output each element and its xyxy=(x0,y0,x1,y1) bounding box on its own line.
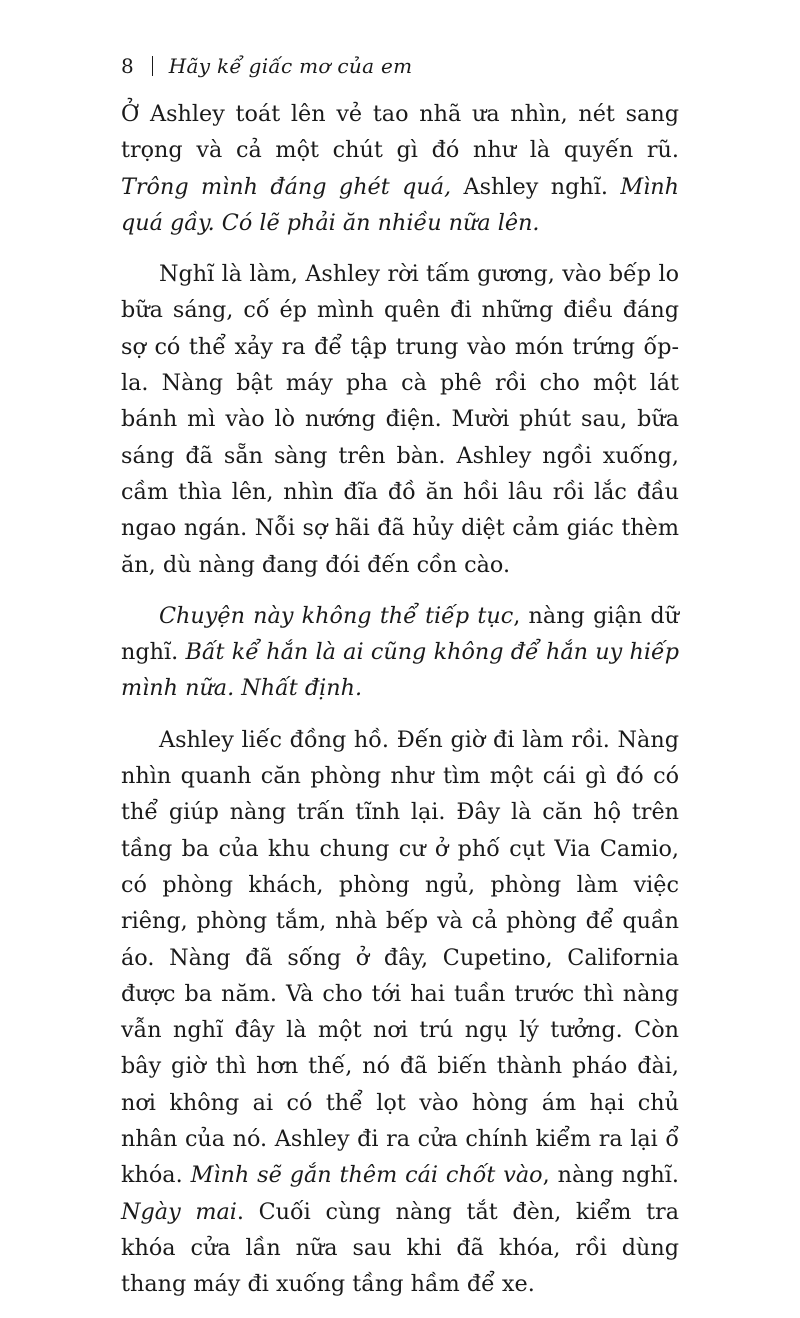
paragraph xyxy=(121,598,679,707)
header-separator xyxy=(152,56,153,76)
book-title: Hãy kể giấc mơ của em xyxy=(168,54,413,78)
text-segment: Ashley nghĩ. xyxy=(451,173,621,200)
text-segment: Nghĩ là làm, Ashley rời tấm gương, vào bếp lo bữa sáng, cố ép mình quên đi những điều đáng sợ có thể xảy ra để tập trung vào món trứng ốp-la. Nàng bật máy pha cà phê rồi cho một lát bánh mì vào lò nướng điện. Mười phút sau, bữa sáng đã sẵn sàng trên bàn. Ashley ngồi xuống, cầm thìa lên, nhìn đĩa đồ ăn hồi lâu rồi lắc đầu ngao ngán. Nỗi sợ hãi đã hủy diệt cảm giác thèm ăn, dù nàng đang đói đến cồn cào. xyxy=(121,261,679,578)
paragraph xyxy=(121,722,679,1303)
italic-text: Mình sẽ gắn thêm cái chốt vào xyxy=(190,1162,543,1189)
paragraph xyxy=(121,256,679,583)
text-segment: . Cuối cùng nàng tắt đèn, kiểm tra khóa cửa lần nữa sau khi đã khóa, rồi dùng thang máy đi xuống tầng hầm để xe. xyxy=(121,1198,679,1298)
body-text xyxy=(121,96,679,1318)
italic-text: Trông mình đáng ghét quá, xyxy=(121,173,452,200)
paragraph xyxy=(121,96,679,241)
italic-text: Chuyện này không thể tiếp tục xyxy=(159,602,514,629)
italic-text: Mình quá gầy. Có lẽ phải ăn nhiều nữa lên. xyxy=(121,173,679,236)
text-segment: , nàng giận dữ nghĩ. xyxy=(121,602,679,666)
italic-text: Bất kể hắn là ai cũng không để hắn uy hiếp mình nữa. Nhất định. xyxy=(121,639,679,702)
italic-text: Ngày mai xyxy=(121,1198,237,1225)
text-segment: , nàng nghĩ. xyxy=(542,1162,680,1189)
page-number: 8 xyxy=(121,54,134,78)
text-segment: Ashley liếc đồng hồ. Đến giờ đi làm rồi. Nàng nhìn quanh căn phòng như tìm một cái gì đó có thể giúp nàng trấn tĩnh lại. Đây là căn hộ trên tầng ba của khu chung cư ở phố cụt Via Camio, có phòng khách, phòng ngủ, phòng làm việc riêng, phòng tắm, nhà bếp và cả phòng để quần áo. Nàng đã sống ở đây, Cupetino, California được ba năm. Và cho tới hai tuần trước thì nàng vẫn nghĩ đây là một nơi trú ngụ lý tưởng. Còn bây giờ thì hơn thế, nó đã biến thành pháo đài, nơi không ai có thể lọt vào hòng ám hại chủ nhân của nó. Ashley đi ra cửa chính kiểm ra lại ổ khóa. xyxy=(121,726,679,1189)
text-segment: Ở Ashley toát lên vẻ tao nhã ưa nhìn, nét sang trọng và cả một chút gì đó như là quyến rũ. xyxy=(121,101,679,164)
running-header xyxy=(121,48,412,84)
